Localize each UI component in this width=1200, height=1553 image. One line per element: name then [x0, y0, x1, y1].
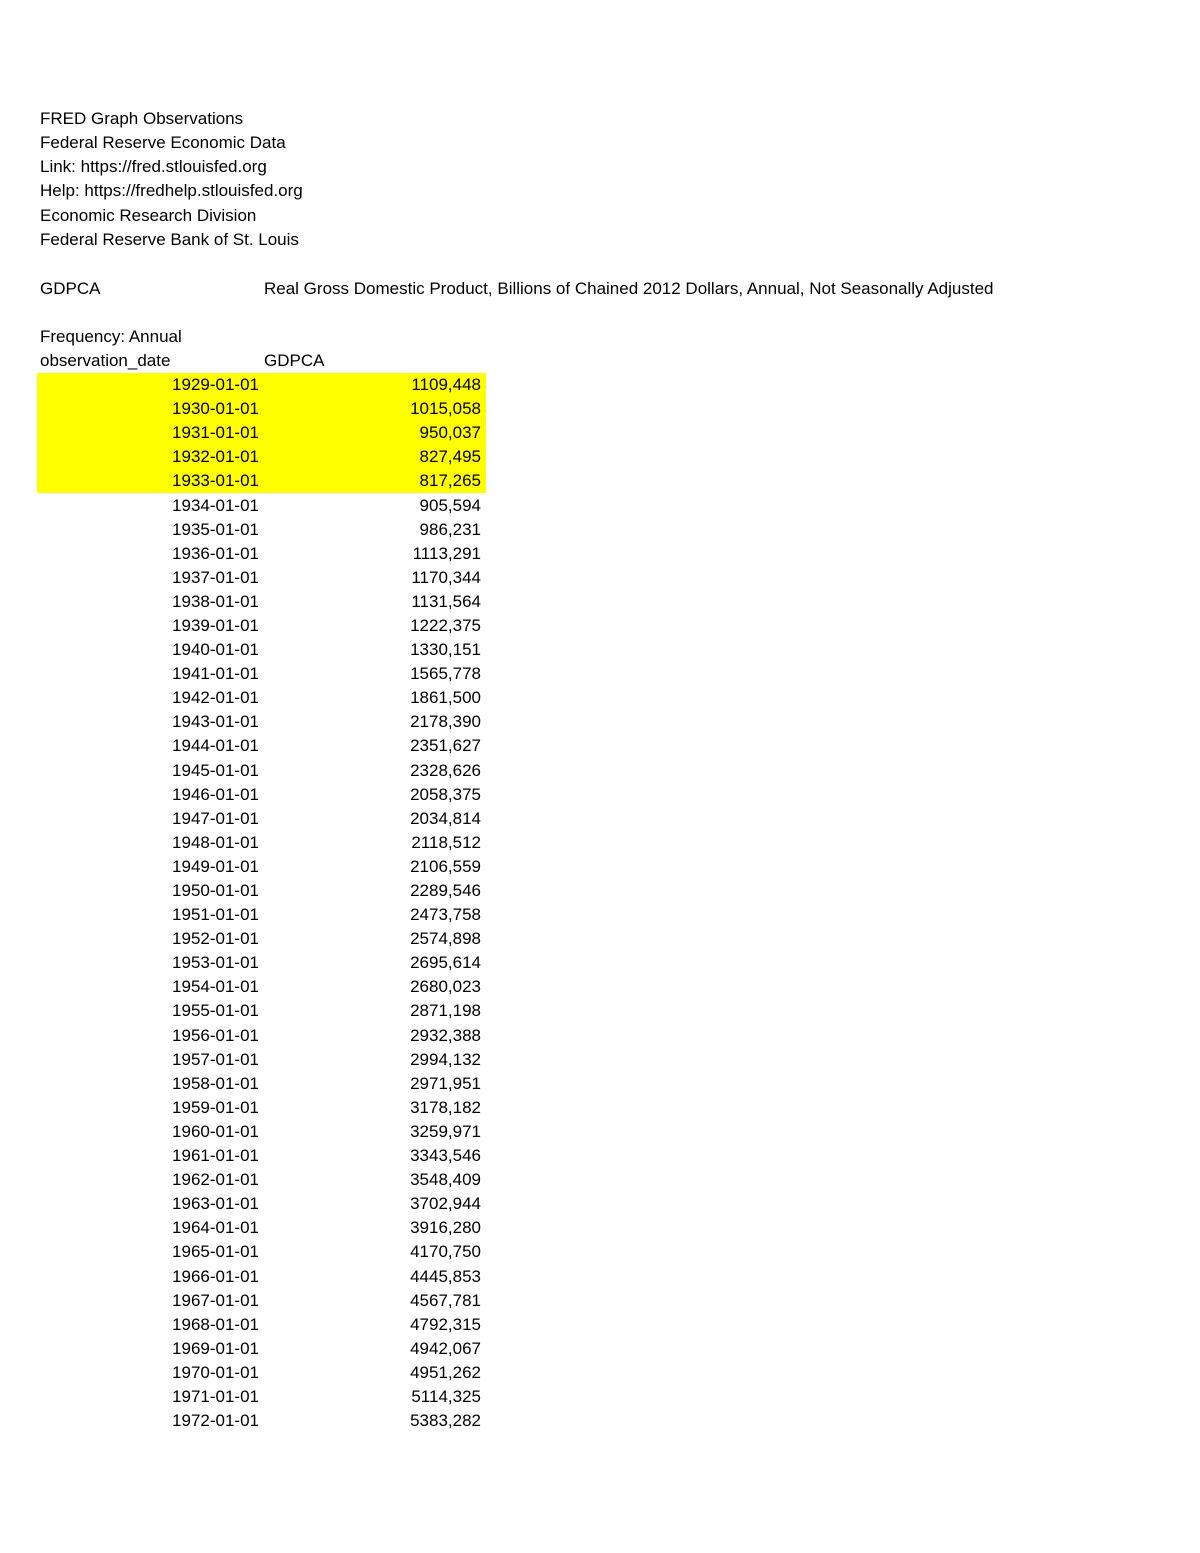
gdpca-value-cell: 905,594 — [419, 495, 481, 515]
observations-table — [37, 373, 486, 1433]
observation-date-cell: 1969-01-01 — [172, 1338, 259, 1358]
document-subtitle: Federal Reserve Economic Data — [40, 133, 286, 152]
table-row — [37, 999, 486, 1023]
observation-date-cell: 1946-01-01 — [172, 784, 259, 804]
observation-date-cell: 1950-01-01 — [172, 881, 259, 901]
table-row — [37, 542, 486, 566]
observation-date-cell: 1958-01-01 — [172, 1073, 259, 1093]
observations-body — [37, 373, 486, 1433]
table-row — [37, 1337, 486, 1361]
observation-date-cell: 1959-01-01 — [172, 1097, 259, 1117]
table-row — [37, 638, 486, 662]
observation-date-cell: 1936-01-01 — [172, 543, 259, 563]
gdpca-value-cell: 2328,626 — [410, 760, 481, 780]
table-row — [37, 421, 486, 445]
division-text: Economic Research Division — [40, 206, 257, 225]
gdpca-value-cell: 1330,151 — [410, 640, 481, 660]
observation-date-cell: 1964-01-01 — [172, 1218, 259, 1238]
observation-date-cell: 1947-01-01 — [172, 808, 259, 828]
observation-date-cell: 1970-01-01 — [172, 1362, 259, 1382]
gdpca-value-cell: 2473,758 — [410, 905, 481, 925]
gdpca-value-cell: 2932,388 — [410, 1025, 481, 1045]
gdpca-value-cell: 4942,067 — [410, 1338, 481, 1358]
gdpca-value-cell: 2118,512 — [411, 832, 481, 852]
gdpca-value-cell: 3916,280 — [410, 1218, 481, 1238]
series-description: Real Gross Domestic Product, Billions of Chained 2012 Dollars, Annual, Not Seasonally Adjusted — [264, 279, 994, 298]
gdpca-value-cell: 3702,944 — [410, 1194, 481, 1214]
table-row — [37, 1168, 486, 1192]
observation-date-cell: 1940-01-01 — [172, 640, 259, 660]
observation-date-cell: 1934-01-01 — [172, 495, 259, 515]
observation-date-cell: 1968-01-01 — [172, 1314, 259, 1334]
gdpca-value-cell: 4951,262 — [410, 1362, 481, 1382]
table-row — [37, 951, 486, 975]
table-row — [37, 1120, 486, 1144]
gdpca-value-cell: 4445,853 — [410, 1266, 481, 1286]
table-row — [37, 975, 486, 999]
table-row — [37, 445, 486, 469]
gdpca-value-cell: 1109,448 — [264, 373, 486, 397]
gdpca-value-cell: 5114,325 — [411, 1386, 481, 1406]
observation-date-cell: 1951-01-01 — [172, 905, 259, 925]
table-row — [37, 1385, 486, 1409]
observation-date-cell: 1963-01-01 — [172, 1194, 259, 1214]
gdpca-value-cell: 4792,315 — [410, 1314, 481, 1334]
table-row — [37, 1024, 486, 1048]
gdpca-value-cell: 1565,778 — [410, 664, 481, 684]
table-row — [37, 469, 486, 493]
gdpca-value-cell: 3259,971 — [410, 1121, 481, 1141]
observation-date-cell: 1932-01-01 — [37, 445, 264, 469]
gdpca-value-cell: 2574,898 — [410, 929, 481, 949]
table-row — [37, 662, 486, 686]
help-text: Help: https://fredhelp.stlouisfed.org — [40, 181, 303, 200]
observation-date-cell: 1931-01-01 — [37, 421, 264, 445]
table-row — [37, 1289, 486, 1313]
table-row — [37, 518, 486, 542]
gdpca-value-cell: 5383,282 — [410, 1411, 481, 1431]
table-row — [37, 1048, 486, 1072]
observation-date-cell: 1957-01-01 — [172, 1049, 259, 1069]
gdpca-value-cell: 2058,375 — [410, 784, 481, 804]
observation-date-cell: 1935-01-01 — [172, 519, 259, 539]
table-row — [37, 759, 486, 783]
observation-date-cell: 1960-01-01 — [172, 1121, 259, 1141]
observation-date-cell: 1939-01-01 — [172, 615, 259, 635]
gdpca-value-cell: 2971,951 — [410, 1073, 481, 1093]
link-text: Link: https://fred.stlouisfed.org — [40, 157, 267, 176]
table-row — [37, 1144, 486, 1168]
observation-date-cell: 1966-01-01 — [172, 1266, 259, 1286]
gdpca-value-cell: 3548,409 — [410, 1170, 481, 1190]
gdpca-value-cell: 4567,781 — [410, 1290, 481, 1310]
table-row — [37, 1361, 486, 1385]
gdpca-value-cell: 2034,814 — [410, 808, 481, 828]
table-row — [37, 1096, 486, 1120]
table-row — [37, 1192, 486, 1216]
gdpca-value-cell: 1113,291 — [412, 543, 481, 563]
observation-date-cell: 1942-01-01 — [172, 688, 259, 708]
bank-text: Federal Reserve Bank of St. Louis — [40, 230, 299, 249]
table-row — [37, 1264, 486, 1288]
observation-date-cell: 1937-01-01 — [172, 567, 259, 587]
gdpca-value-cell: 2871,198 — [410, 1001, 481, 1021]
observation-date-cell: 1962-01-01 — [172, 1170, 259, 1190]
gdpca-value-cell: 2106,559 — [410, 856, 481, 876]
gdpca-value-cell: 1170,344 — [411, 567, 481, 587]
table-row — [37, 783, 486, 807]
gdpca-value-cell: 2695,614 — [410, 953, 481, 973]
gdpca-value-cell: 3178,182 — [410, 1097, 481, 1117]
gdpca-value-cell: 2289,546 — [410, 881, 481, 901]
gdpca-value-cell: 1861,500 — [410, 688, 481, 708]
observation-date-cell: 1965-01-01 — [172, 1242, 259, 1262]
table-row — [37, 590, 486, 614]
table-row — [37, 614, 486, 638]
table-row — [37, 710, 486, 734]
observation-date-cell: 1944-01-01 — [172, 736, 259, 756]
observation-date-cell: 1930-01-01 — [37, 397, 264, 421]
observation-date-cell: 1948-01-01 — [172, 832, 259, 852]
column-header-date: observation_date — [40, 351, 171, 370]
table-row — [37, 855, 486, 879]
observation-date-cell: 1952-01-01 — [172, 929, 259, 949]
table-row — [37, 879, 486, 903]
observation-date-cell: 1953-01-01 — [172, 953, 259, 973]
observation-date-cell: 1954-01-01 — [172, 977, 259, 997]
gdpca-value-cell: 2680,023 — [410, 977, 481, 997]
observation-date-cell: 1955-01-01 — [172, 1001, 259, 1021]
gdpca-value-cell: 1222,375 — [410, 615, 481, 635]
table-row — [37, 397, 486, 421]
table-row — [37, 1313, 486, 1337]
table-row — [37, 927, 486, 951]
table-row — [37, 903, 486, 927]
gdpca-value-cell: 986,231 — [419, 519, 481, 539]
gdpca-value-cell: 2178,390 — [410, 712, 481, 732]
gdpca-value-cell: 1131,564 — [411, 591, 481, 611]
observation-date-cell: 1967-01-01 — [172, 1290, 259, 1310]
observation-date-cell: 1956-01-01 — [172, 1025, 259, 1045]
frequency-label: Frequency: Annual — [40, 327, 182, 346]
document-title: FRED Graph Observations — [40, 109, 244, 128]
table-row — [37, 807, 486, 831]
table-row — [37, 373, 486, 397]
observation-date-cell: 1929-01-01 — [37, 373, 264, 397]
observation-date-cell: 1941-01-01 — [172, 664, 259, 684]
table-row — [37, 566, 486, 590]
gdpca-value-cell: 3343,546 — [410, 1146, 481, 1166]
table-row — [37, 1216, 486, 1240]
gdpca-value-cell: 1015,058 — [264, 397, 486, 421]
gdpca-value-cell: 4170,750 — [410, 1242, 481, 1262]
observation-date-cell: 1943-01-01 — [172, 712, 259, 732]
gdpca-value-cell: 817,265 — [264, 469, 486, 493]
gdpca-value-cell: 2351,627 — [410, 736, 481, 756]
table-row — [37, 686, 486, 710]
observation-date-cell: 1961-01-01 — [172, 1146, 259, 1166]
table-row — [37, 1409, 486, 1433]
observation-date-cell: 1945-01-01 — [172, 760, 259, 780]
observation-date-cell: 1972-01-01 — [172, 1411, 259, 1431]
table-row — [37, 1072, 486, 1096]
table-row — [37, 734, 486, 758]
table-row — [37, 1240, 486, 1264]
series-id: GDPCA — [40, 279, 101, 298]
observation-date-cell: 1949-01-01 — [172, 856, 259, 876]
gdpca-value-cell: 950,037 — [264, 421, 486, 445]
gdpca-value-cell: 2994,132 — [410, 1049, 481, 1069]
table-row — [37, 831, 486, 855]
table-row — [37, 493, 486, 517]
observation-date-cell: 1971-01-01 — [172, 1386, 259, 1406]
column-header-value: GDPCA — [264, 351, 325, 370]
gdpca-value-cell: 827,495 — [264, 445, 486, 469]
observation-date-cell: 1933-01-01 — [37, 469, 264, 493]
observation-date-cell: 1938-01-01 — [172, 591, 259, 611]
